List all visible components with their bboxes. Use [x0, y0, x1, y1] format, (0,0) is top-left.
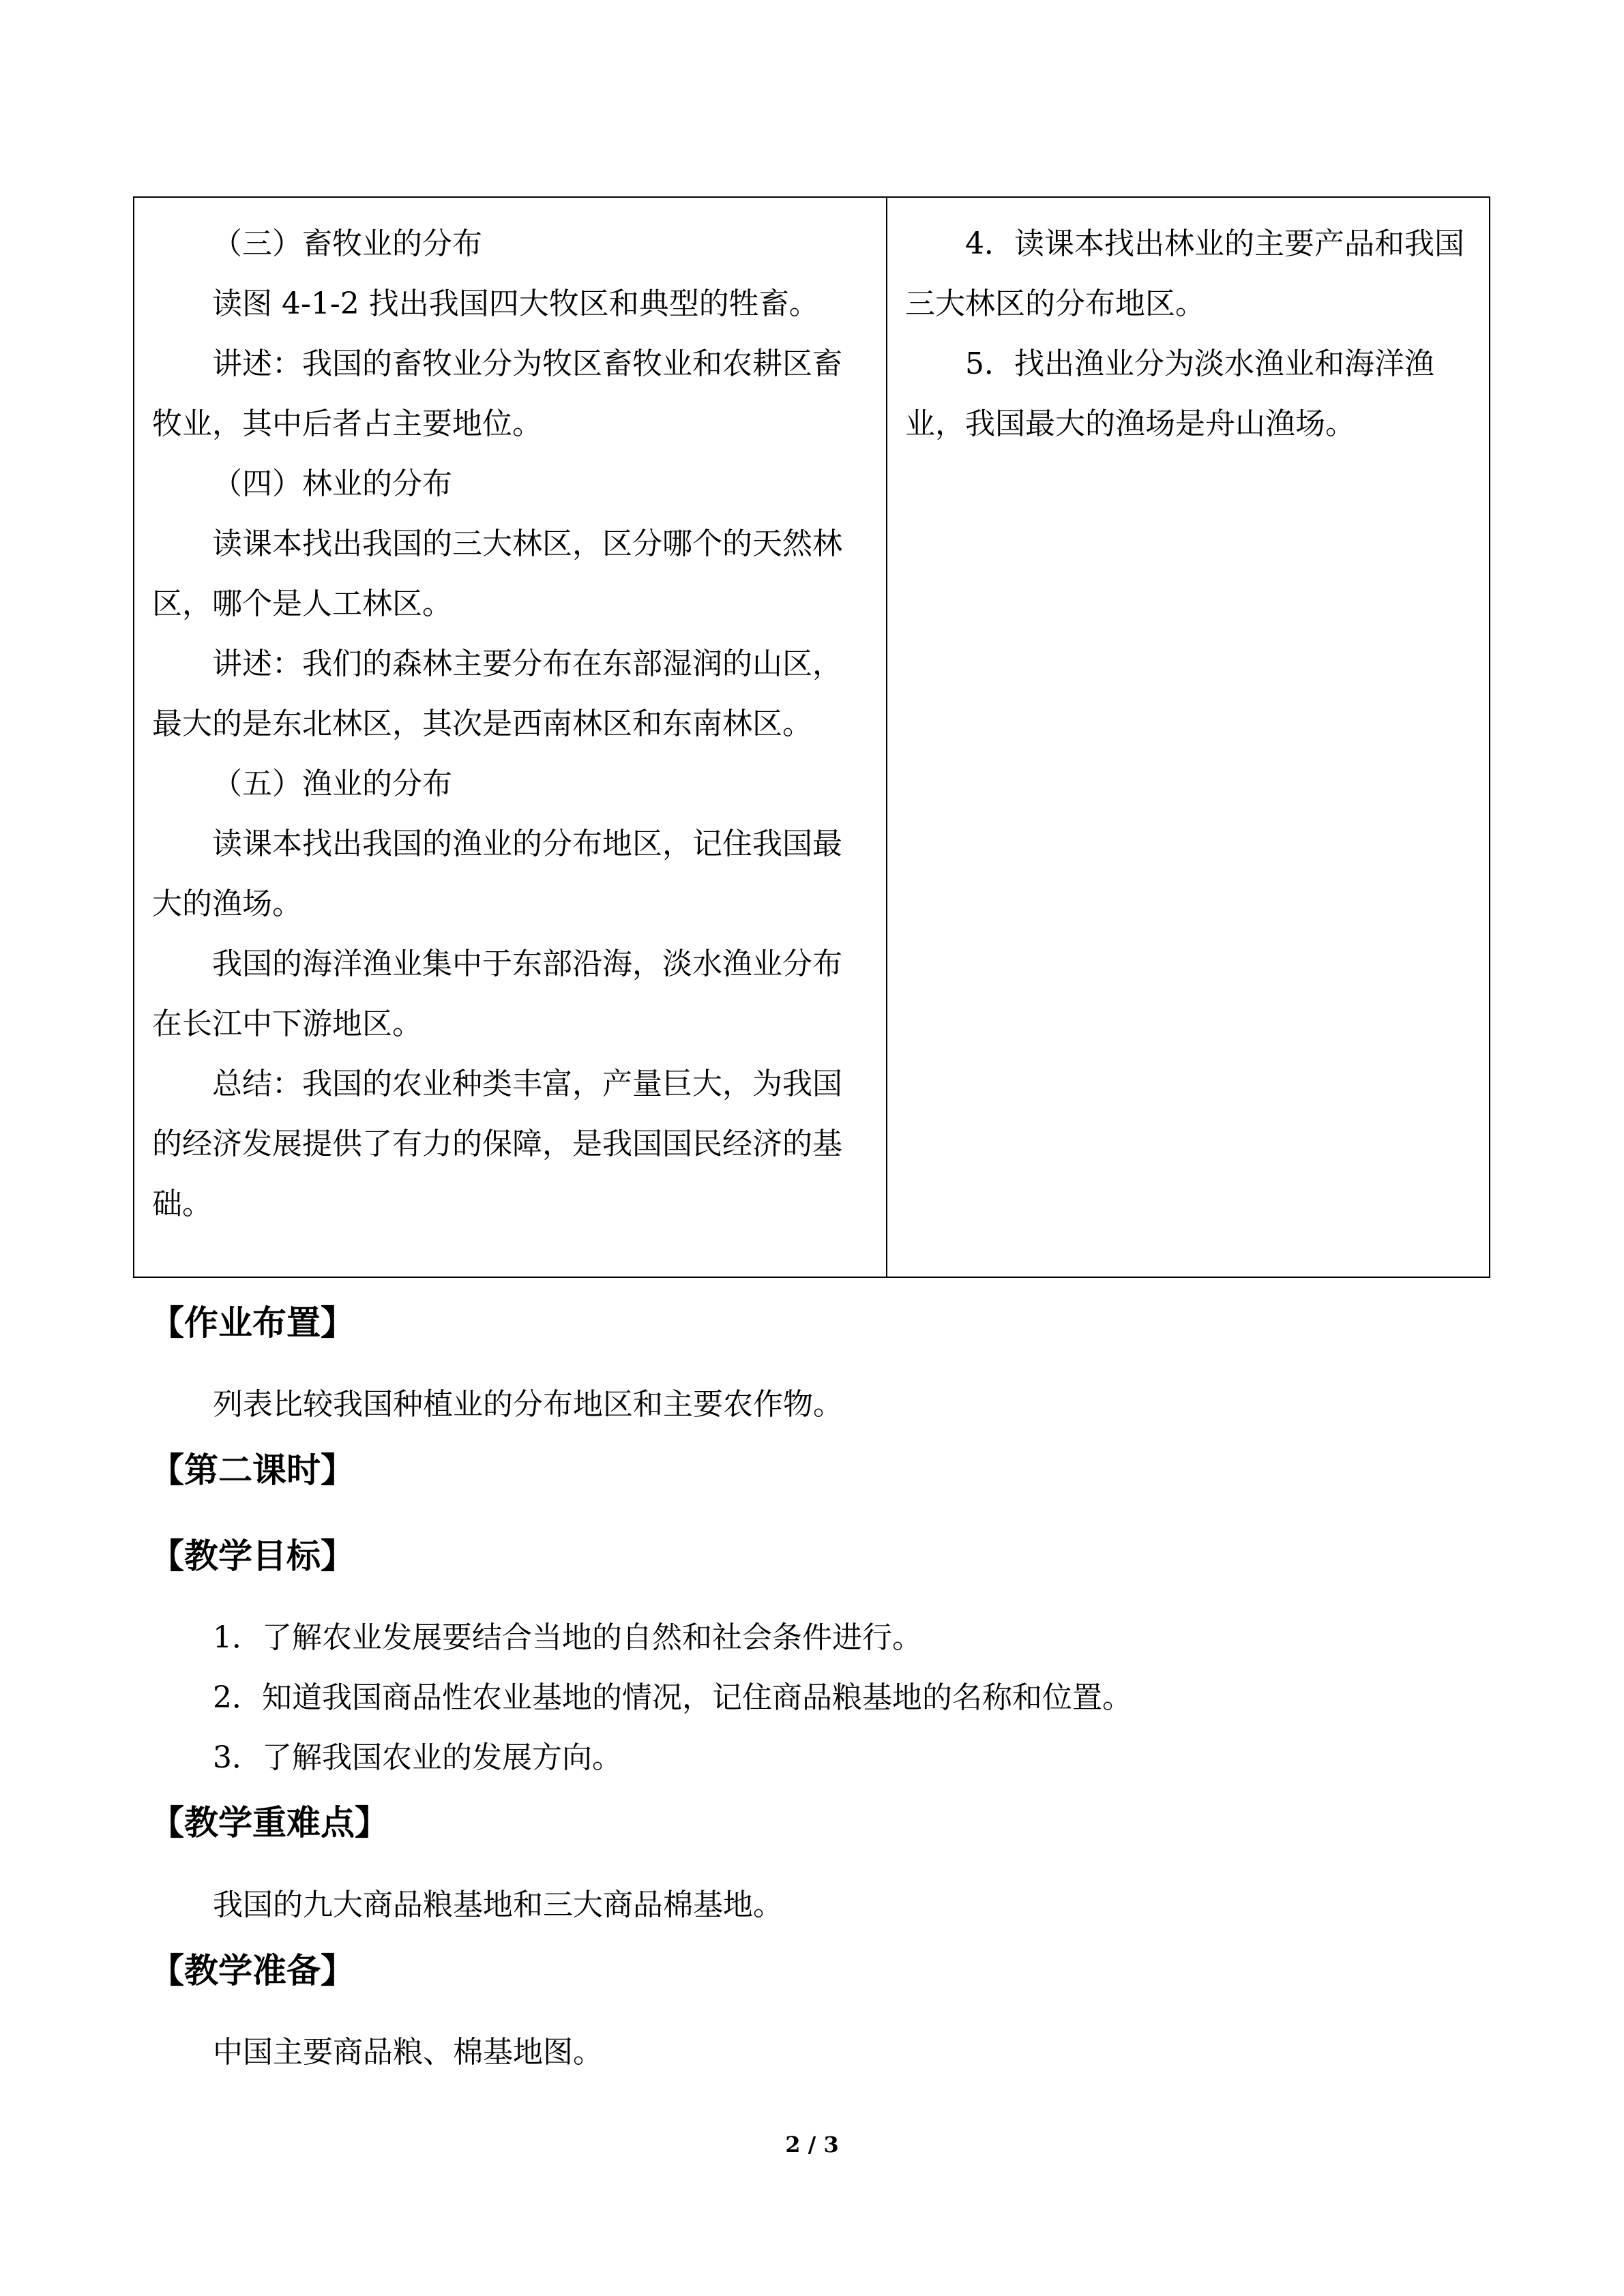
table-paragraph: 读图 4-1-2 找出我国四大牧区和典型的牲畜。: [212, 286, 819, 321]
table-paragraph: 我国的海洋渔业集中于东部沿海，淡水渔业分布在长江中下游地区。: [152, 946, 842, 1041]
table-paragraph: 讲述：我们的森林主要分布在东部湿润的山区，最大的是东北林区，其次是西南林区和东南林区。: [152, 646, 842, 741]
objective-item: 2．知道我国商品性农业基地的情况，记住商品粮基地的名称和位置。: [213, 1680, 1132, 1715]
objective-item: 3．了解我国农业的发展方向。: [213, 1740, 622, 1775]
section-heading-fishery: （五）渔业的分布: [212, 766, 452, 801]
table-paragraph-summary: 总结：我国的农业种类丰富，产量巨大，为我国的经济发展提供了有力的保障，是我国国民经济的基础。: [152, 1067, 842, 1221]
table-paragraph: 讲述：我国的畜牧业分为牧区畜牧业和农耕区畜牧业，其中后者占主要地位。: [152, 346, 842, 441]
preparation-heading: 【教学准备】: [150, 1951, 355, 1991]
objective-item: 1．了解农业发展要结合当地的自然和社会条件进行。: [213, 1620, 922, 1655]
key-points-text: 我国的九大商品粮基地和三大商品棉基地。: [213, 1888, 783, 1922]
table-paragraph: 读课本找出我国的三大林区，区分哪个的天然林区，哪个是人工林区。: [152, 526, 842, 621]
table-right-column: [887, 198, 1489, 1277]
table-left-column: [134, 198, 887, 1277]
page-number: 2 / 3: [785, 2132, 839, 2158]
lesson-table: [133, 196, 1490, 1278]
homework-heading: 【作业布置】: [150, 1303, 355, 1343]
section-heading-livestock: （三）畜牧业的分布: [212, 226, 482, 261]
section-heading-forestry: （四）林业的分布: [212, 466, 452, 501]
student-activity: 5．找出渔业分为淡水渔业和海洋渔业，我国最大的渔场是舟山渔场。: [905, 346, 1434, 441]
homework-text: 列表比较我国种植业的分布地区和主要农作物。: [213, 1387, 843, 1422]
table-paragraph: 读课本找出我国的渔业的分布地区，记住我国最大的渔场。: [152, 826, 842, 921]
second-lesson-heading: 【第二课时】: [150, 1450, 355, 1490]
preparation-text: 中国主要商品粮、棉基地图。: [213, 2035, 603, 2070]
student-activity: 4．读课本找出林业的主要产品和我国三大林区的分布地区。: [905, 226, 1464, 321]
objectives-heading: 【教学目标】: [150, 1536, 355, 1576]
key-points-heading: 【教学重难点】: [150, 1803, 389, 1843]
